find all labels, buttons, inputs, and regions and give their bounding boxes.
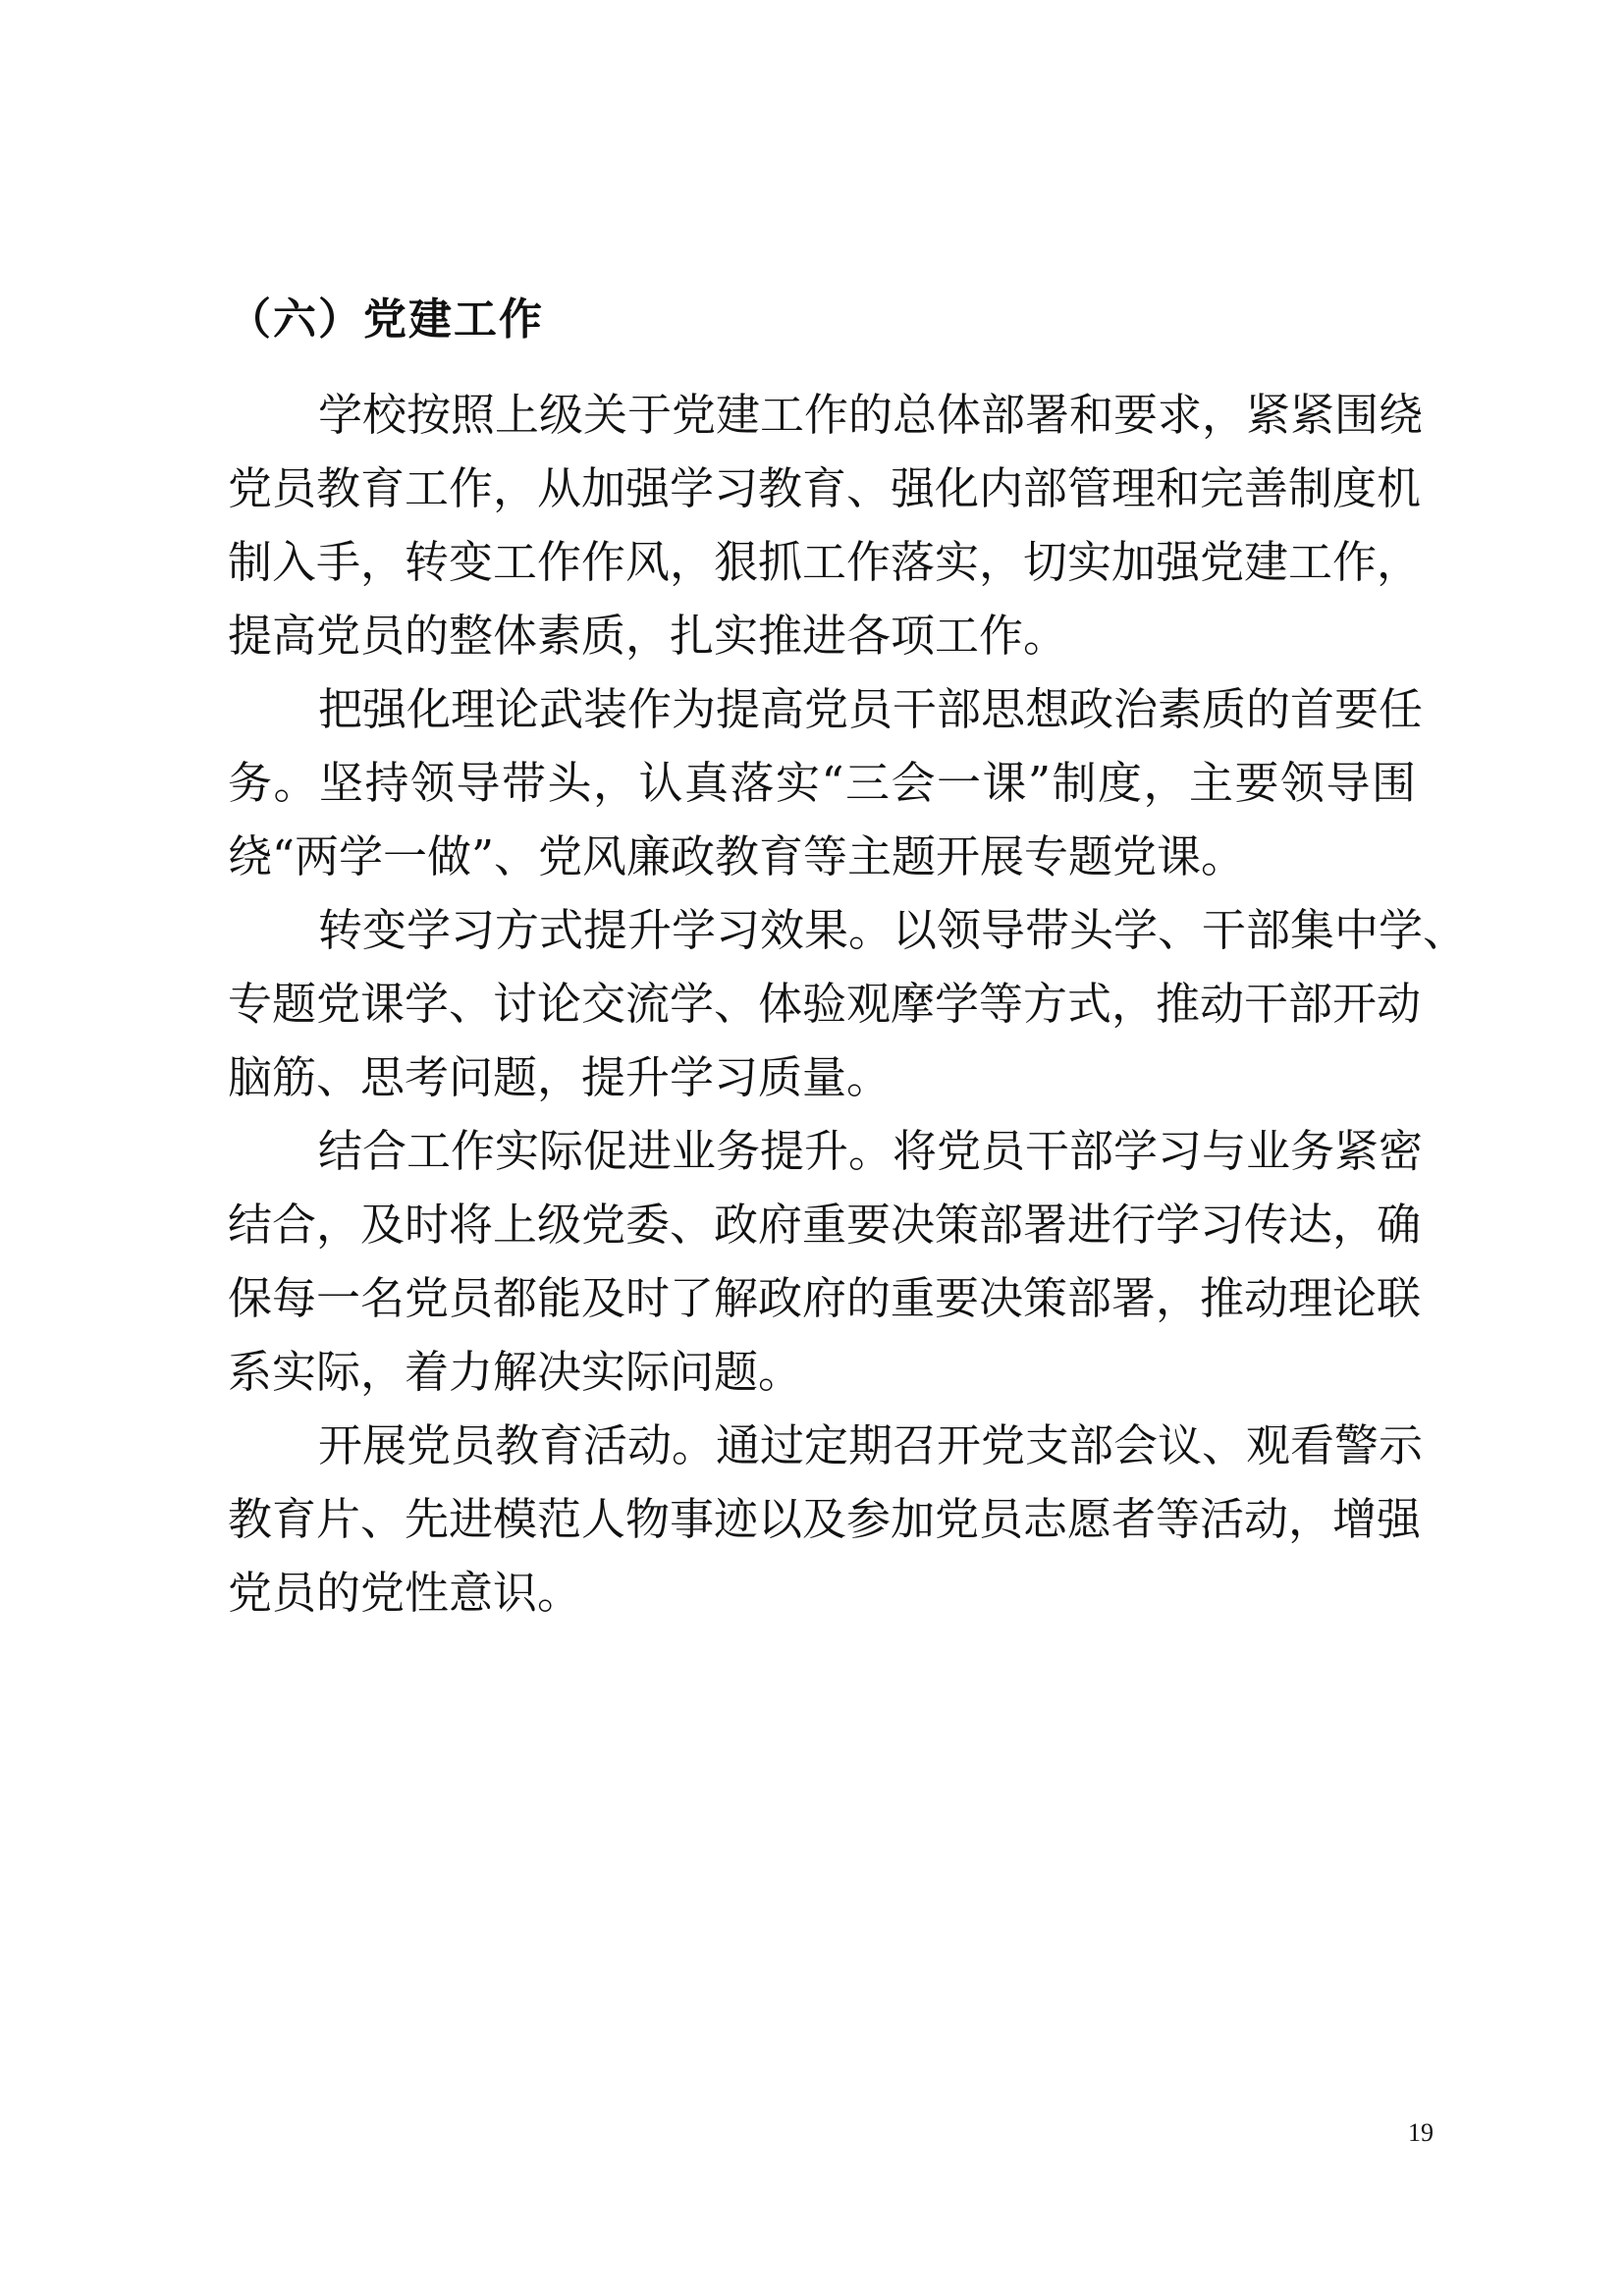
text-line: 学校按照上级关于党建工作的总体部署和要求，紧紧围绕 — [318, 389, 1424, 441]
paragraph-party-work-overview — [228, 378, 1424, 672]
text-line: 开展党员教育活动。通过定期召开党支部会议、观看警示 — [318, 1419, 1424, 1471]
text-line: 把强化理论武装作为提高党员干部思想政治素质的首要任 — [318, 683, 1424, 735]
text-line: 党员的党性意识。 — [228, 1567, 582, 1619]
text-line: 转变学习方式提升学习效果。以领导带头学、干部集中学、 — [318, 904, 1468, 956]
text-line: 结合，及时将上级党委、政府重要决策部署进行学习传达，确 — [228, 1199, 1422, 1251]
paragraph-work-integration — [228, 1114, 1424, 1409]
text-line: 制入手，转变工作作风，狠抓工作落实，切实加强党建工作， — [228, 536, 1422, 588]
text-line: 党员教育工作，从加强学习教育、强化内部管理和完善制度机 — [228, 462, 1422, 514]
text-line: 教育片、先进模范人物事迹以及参加党员志愿者等活动，增强 — [228, 1493, 1422, 1545]
text-line: 系实际，着力解决实际问题。 — [228, 1346, 803, 1398]
text-line: 结合工作实际促进业务提升。将党员干部学习与业务紧密 — [318, 1125, 1424, 1177]
paragraph-education-activities — [228, 1409, 1424, 1629]
paragraph-learning-methods — [228, 893, 1468, 1114]
paragraph-theory-armament — [228, 672, 1424, 893]
text-line: 绕“两学一做”、党风廉政教育等主题开展专题党课。 — [228, 830, 1246, 882]
document-body — [228, 378, 1468, 1629]
page-number: 19 — [1408, 2118, 1434, 2147]
text-line: 专题党课学、讨论交流学、体验观摩学等方式，推动干部开动 — [228, 978, 1422, 1030]
text-line: 脑筋、思考问题，提升学习质量。 — [228, 1051, 892, 1103]
text-line: 提高党员的整体素质，扎实推进各项工作。 — [228, 610, 1068, 662]
section-heading: （六）党建工作 — [228, 294, 544, 345]
text-line: 务。坚持领导带头，认真落实“三会一课”制度，主要领导围 — [228, 757, 1416, 809]
text-line: 保每一名党员都能及时了解政府的重要决策部署，推动理论联 — [228, 1272, 1422, 1324]
